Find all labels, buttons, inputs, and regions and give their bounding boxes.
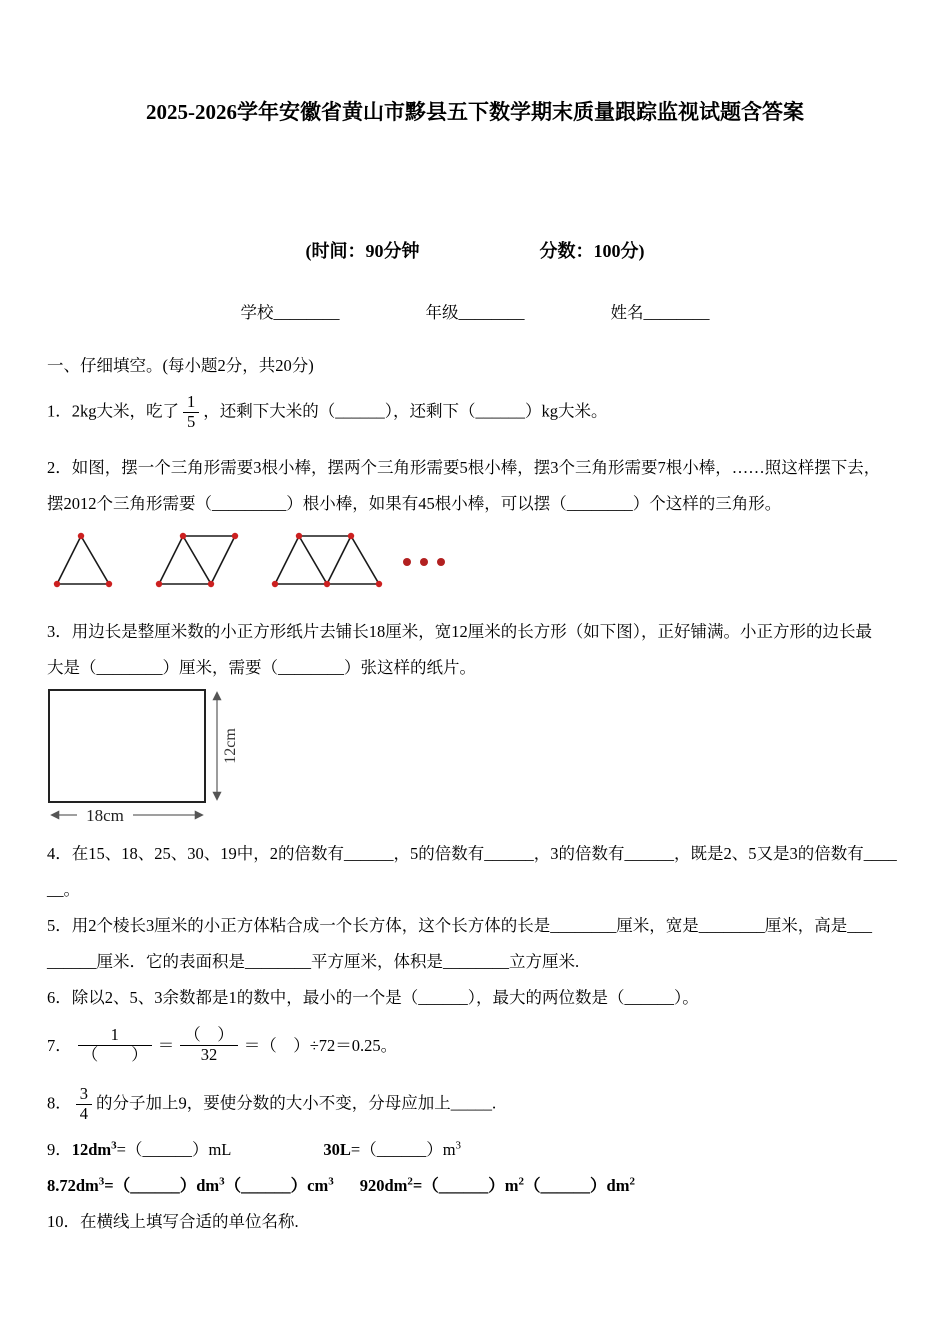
q7-fraction-2 — [180, 1026, 238, 1065]
q9-sup-2: 3 — [455, 1139, 462, 1152]
question-3 — [47, 614, 903, 828]
q9-sup-8: 2 — [629, 1175, 635, 1188]
q7-fraction-2-denominator: 32 — [200, 1045, 218, 1065]
question-10 — [47, 1204, 903, 1240]
q7-fraction-2-numerator: （ ） — [180, 1026, 238, 1046]
q1-text-pre: 2kg大米，吃了 — [71, 401, 179, 421]
q9-value-4: 920dm — [359, 1176, 408, 1196]
q4-line-2: __。 — [47, 880, 80, 900]
q5-line-2: ______厘米．它的表面积是________平方厘米，体积是________立方厘米. — [47, 952, 580, 972]
q8-fraction — [76, 1085, 92, 1124]
q8-text: 的分子加上9，要使分数的大小不变，分母应加上_____. — [96, 1093, 497, 1113]
q3-number: 3． — [47, 622, 72, 642]
q9-blank-6: （______）dm — [524, 1176, 630, 1196]
q9-value-3: 8.72dm — [47, 1176, 99, 1196]
q2-line-2: 摆2012个三角形需要（_________）根小棒，如果有45根小棒，可以摆（________）个这样的三角形。 — [47, 494, 782, 514]
q7-number: 7． — [47, 1035, 72, 1055]
triangle-group-1 — [57, 536, 109, 584]
q7-tail: （ ）÷72＝0.25。 — [260, 1035, 398, 1055]
question-1 — [47, 393, 903, 432]
q9-line-2 — [47, 1168, 903, 1204]
q4-line-1 — [47, 836, 903, 872]
q9-line-1 — [47, 1132, 903, 1168]
q9-number: 9． — [47, 1140, 72, 1160]
q9-blank-2: =（______）m — [350, 1140, 456, 1160]
name-blank: 姓名________ — [610, 303, 710, 323]
q9-sup-7: 2 — [518, 1175, 525, 1188]
question-5 — [47, 908, 903, 980]
triangle-group-2 — [159, 536, 235, 584]
q8-fraction-denominator: 4 — [79, 1104, 88, 1124]
q6-number: 6． — [47, 988, 72, 1008]
q7-equals-2: ＝ — [243, 1035, 261, 1055]
q2-text-1: 如图，摆一个三角形需要3根小棒，摆两个三角形需要5根小棒，摆3个三角形需要7根小棒，……照这样摆下去， — [71, 458, 881, 478]
q8-fraction-numerator: 3 — [76, 1085, 92, 1105]
q1-fraction-numerator: 1 — [183, 393, 199, 413]
q5-text-1: 用2个棱长3厘米的小正方体粘合成一个长方体，这个长方体的长是________厘米，宽是________厘米，高是___ — [71, 916, 872, 936]
rectangle-shape — [49, 690, 205, 802]
question-7 — [47, 1026, 903, 1065]
q8-number: 8． — [47, 1093, 72, 1113]
page-title: 2025-2026学年安徽省黄山市黟县五下数学期末质量跟踪监视试题含答案 — [146, 100, 804, 124]
score-label: 分数：100分) — [539, 241, 645, 262]
q9-sup-6: 2 — [407, 1175, 413, 1188]
q5-line-1 — [47, 908, 903, 944]
q7-equals-1: ＝ — [157, 1035, 175, 1055]
question-4 — [47, 836, 903, 908]
question-2 — [47, 450, 903, 596]
triangle-group-3 — [275, 536, 379, 584]
q1-fraction — [183, 393, 199, 432]
q10-number: 10． — [47, 1212, 80, 1232]
q4-number: 4． — [47, 844, 72, 864]
q4-text-1: 在15、18、25、30、19中，2的倍数有______，5的倍数有______，3的倍数有______，既是2、5又是3的倍数有____ — [71, 844, 897, 864]
q10-text: 在横线上填写合适的单位名称. — [80, 1212, 299, 1232]
school-blank: 学校________ — [240, 303, 340, 323]
q9-sup-4: 3 — [219, 1175, 225, 1188]
q1-text-post: ，还剩下大米的（______），还剩下（______）kg大米。 — [203, 401, 608, 421]
triangles-figure — [47, 526, 457, 596]
q1-fraction-denominator: 5 — [187, 412, 196, 432]
q7-fraction-1 — [78, 1026, 152, 1065]
q9-blank-5: =（______）m — [412, 1176, 519, 1196]
q7-fraction-1-numerator: 1 — [78, 1026, 152, 1046]
section-1-heading: 一、仔细填空。(每小题2分，共20分) — [47, 356, 314, 376]
q2-number: 2． — [47, 458, 72, 478]
question-8 — [47, 1085, 903, 1124]
height-dimension-label: 12cm — [222, 728, 239, 765]
q3-line-2: 大是（________）厘米，需要（________）张这样的纸片。 — [47, 658, 476, 678]
question-6 — [47, 980, 903, 1016]
rectangle-figure — [47, 688, 317, 828]
q9-sup-5: 3 — [328, 1175, 334, 1188]
ellipsis-dots — [403, 558, 445, 566]
q1-number: 1． — [47, 401, 72, 421]
meta-spacer — [420, 237, 540, 263]
q9-sup-3: 3 — [98, 1175, 105, 1188]
width-dimension-label: 18cm — [86, 806, 124, 826]
q9-blank-1: =（______）mL — [116, 1140, 232, 1160]
q2-line-1 — [47, 450, 903, 486]
grade-blank: 年级________ — [425, 303, 525, 323]
q6-text: 除以2、5、3余数都是1的数中，最小的一个是（______），最大的两位数是（______）。 — [71, 988, 699, 1008]
exam-meta-line — [47, 237, 903, 263]
q9-sup-1: 3 — [111, 1139, 117, 1152]
q9-value-1: 12dm — [71, 1140, 112, 1160]
q5-number: 5． — [47, 916, 72, 936]
q9-blank-4: （______）cm — [224, 1176, 329, 1196]
time-label: (时间：90分钟 — [305, 241, 420, 262]
q7-fraction-1-denominator: （ ） — [81, 1045, 148, 1065]
q9-blank-3: =（______）dm — [104, 1176, 220, 1196]
q9-value-2: 30L — [323, 1140, 351, 1160]
signin-line — [47, 299, 903, 323]
question-9 — [47, 1132, 903, 1204]
q3-text-1: 用边长是整厘米数的小正方形纸片去铺长18厘米，宽12厘米的长方形（如下图），正好铺满。小正方形的边长最 — [71, 622, 872, 642]
q3-line-1 — [47, 614, 903, 650]
